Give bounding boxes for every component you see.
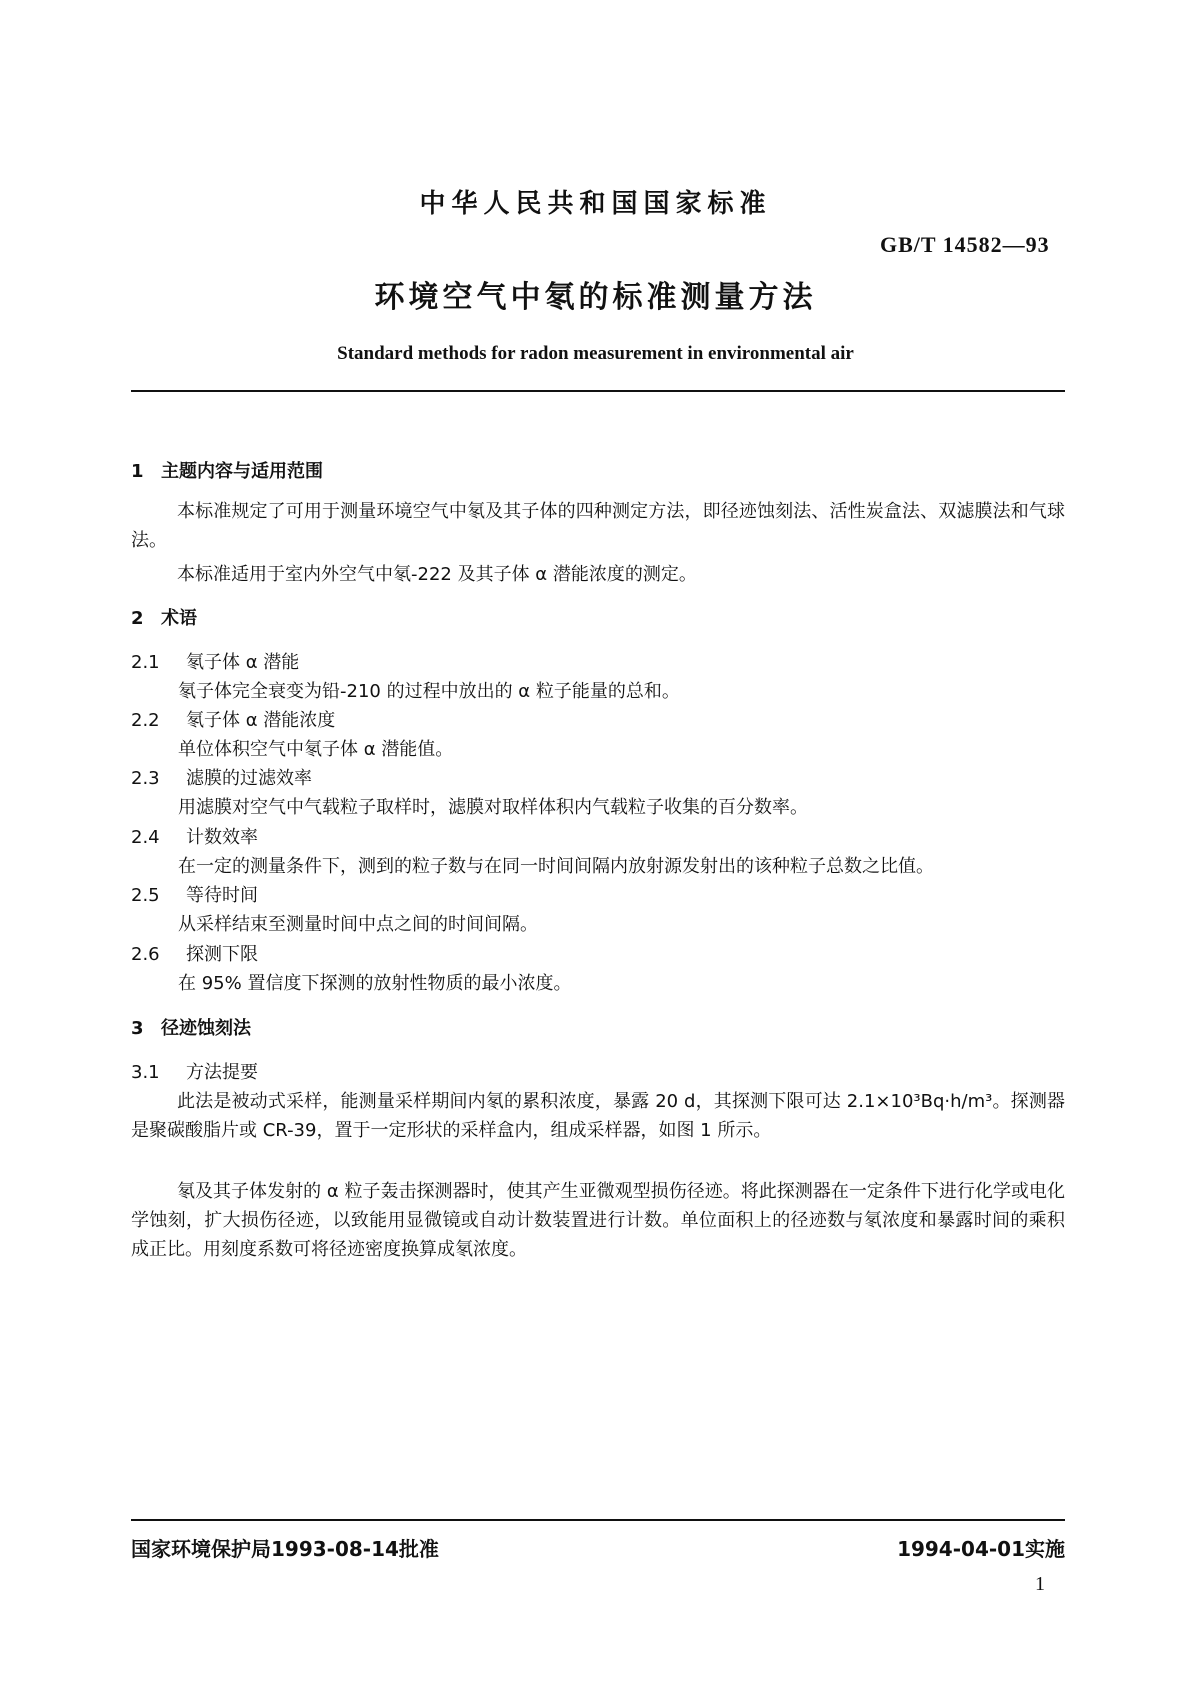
term-2-2-definition: 单位体积空气中氡子体 α 潜能值。	[178, 739, 454, 760]
term-number: 2.4	[131, 827, 160, 848]
term-number: 2.2	[131, 710, 160, 731]
term-2-1	[131, 648, 299, 674]
term-name: 氡子体 α 潜能	[186, 652, 300, 673]
section-title: 径迹蚀刻法	[161, 1018, 251, 1039]
footer-divider	[131, 1519, 1065, 1521]
term-2-3-definition: 用滤膜对空气中气载粒子取样时，滤膜对取样体积内气载粒子收集的百分数率。	[178, 797, 808, 818]
section-title: 术语	[161, 608, 197, 629]
term-name: 等待时间	[186, 885, 258, 906]
term-name: 探测下限	[186, 944, 258, 965]
term-name: 氡子体 α 潜能浓度	[186, 710, 336, 731]
term-name: 滤膜的过滤效率	[186, 768, 312, 789]
approval-date: 国家环境保护局1993-08-14批准	[131, 1537, 439, 1561]
term-2-6-definition: 在 95% 置信度下探测的放射性物质的最小浓度。	[178, 973, 572, 994]
term-2-1-definition: 氡子体完全衰变为铅-210 的过程中放出的 α 粒子能量的总和。	[178, 681, 680, 702]
term-2-4	[131, 823, 258, 849]
section-3-paragraph-1: 此法是被动式采样，能测量采样期间内氡的累积浓度，暴露 20 d，其探测下限可达 2.1×10³Bq·h/m³。探测器是聚碳酸脂片或 CR-39，置于一定形状的采样盒内，组成采样器，如图 1 所示。	[131, 1091, 1065, 1141]
term-2-4-definition: 在一定的测量条件下，测到的粒子数与在同一时间间隔内放射源发射出的该种粒子总数之比值。	[178, 856, 934, 877]
term-2-5-definition: 从采样结束至测量时间中点之间的时间间隔。	[178, 914, 538, 935]
term-name: 计数效率	[186, 827, 258, 848]
document-title-zh: 环境空气中氡的标准测量方法	[374, 280, 817, 315]
section-number: 2	[131, 608, 144, 629]
section-3-heading	[131, 1014, 251, 1040]
term-number: 2.5	[131, 885, 160, 906]
subsection-3-1	[131, 1058, 258, 1084]
section-number: 1	[131, 461, 144, 482]
standard-code: GB/T 14582—93	[880, 232, 1050, 257]
effective-date: 1994-04-01实施	[897, 1537, 1065, 1561]
header-divider	[131, 390, 1065, 392]
term-number: 2.6	[131, 944, 160, 965]
page-number: 1	[1035, 1573, 1045, 1595]
section-1-paragraph-1: 本标准规定了可用于测量环境空气中氡及其子体的四种测定方法，即径迹蚀刻法、活性炭盒法、双滤膜法和气球法。	[131, 501, 1065, 551]
section-number: 3	[131, 1018, 144, 1039]
section-3-paragraph-2: 氡及其子体发射的 α 粒子轰击探测器时，使其产生亚微观型损伤径迹。将此探测器在一定条件下进行化学或电化学蚀刻，扩大损伤径迹，以致能用显微镜或自动计数装置进行计数。单位面积上的径迹数与氡浓度和暴露时间的乘积成正比。用刻度系数可将径迹密度换算成氡浓度。	[131, 1181, 1065, 1260]
term-number: 2.3	[131, 768, 160, 789]
section-1-heading	[131, 457, 323, 483]
term-name: 方法提要	[186, 1062, 258, 1083]
term-2-6	[131, 940, 258, 966]
term-2-2	[131, 706, 335, 732]
term-2-5	[131, 881, 258, 907]
term-number: 2.1	[131, 652, 160, 673]
section-1-paragraph-2: 本标准适用于室内外空气中氡-222 及其子体 α 潜能浓度的测定。	[177, 564, 697, 585]
term-number: 3.1	[131, 1062, 160, 1083]
standard-type-heading: 中华人民共和国国家标准	[419, 189, 772, 219]
section-2-heading	[131, 604, 197, 630]
document-title-en: Standard methods for radon measurement in environmental air	[337, 343, 854, 364]
term-2-3	[131, 764, 312, 790]
section-title: 主题内容与适用范围	[161, 461, 323, 482]
